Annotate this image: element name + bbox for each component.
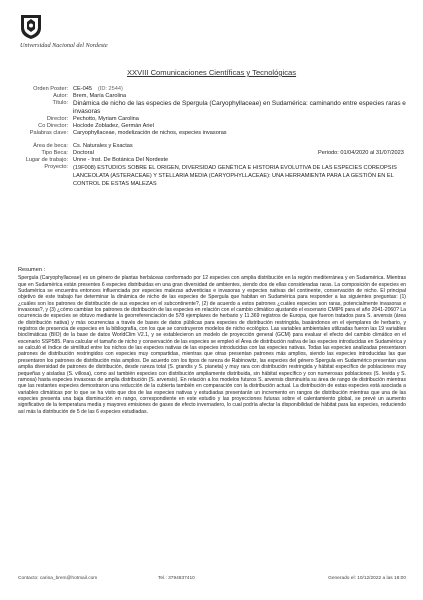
field-label: Lugar de trabajo:: [25, 157, 68, 164]
codirector-value: Hoclode Zobladez, Germán Ariel: [73, 122, 154, 129]
field-label: Título:: [52, 100, 68, 107]
generated-date: Generado el: 10/12/2022 a las 18:00: [328, 576, 406, 581]
field-label: Tipo Beca:: [41, 150, 68, 157]
field-label: Autor:: [53, 93, 68, 100]
contact-email: Contacto: carina_brem@hotmail.com: [18, 576, 98, 581]
field-workplace: [18, 157, 408, 164]
director-value: Pechotto, Myriam Carolina: [73, 115, 139, 122]
record-fields: [18, 86, 408, 188]
field-author: [18, 93, 408, 100]
institution-logo: [20, 14, 140, 49]
summary-text: Spergula (Caryophyllaceae) es un género de plantas herbáceas conformado por 12 especies con amplia distribución en la región mediterránea y en Sudamérica. Mientras que en Sudamérica están presentes 6 especies distribuidas en una gran diversidad de ambientes, siendo dos de ellas consideradas raras. La composición de especies en Sudamérica se encuentra entonces influenciada por especies malezas adventicias e invasoras y especies nativas del continente, conservación de nicho. El principal objetivo de este trabajo fue determinar la dinámica de nicho de las especies de Spergula que habitan en Sudamérica para responder a las siguientes preguntas: (1) ¿cuáles son los patrones de distribución de sus especies en el subcontinente?, (2) de acuerdo a estos patrones ¿cuáles especies son raras, potencialmente invasoras e invasoras?, y (3) ¿cómo cambian los patrones de distribución de las especies en relación con el cambio climático ajustando el escenario CMIP6 para el año 2041-2060? La ocurrencia de especies se obtuvo mediante la georreferenciación de 578 ejemplares de herbario y 11.369 registros de Europa, que fueron tratados para S. arvensis (área de distribución nativa) y más ocurrencias a través de bases de datos públicas para especies de distribución restringida, basándonos en el ejemplares de herbario, y registros de presencia de especies en la bibliografía, con los que se construyeron modelos de nicho ecológico. Las variables ambientales utilizadas fueron las 19 variables bioclimáticas (BIO) de la base de datos WorldClim V2.1, y se establecieron un modelo de proyección general (GCM) para evaluar el efecto del cambio climático en el escenario SSP585. Para calcular el tamaño de nicho y conservación de las especies se empleó el Área de distribución nativa de las especies introducidas en Sudamérica y se calculó el índice de similitud entre los nichos de las especies nativas de las especies introducidas con las especies nativas. Todas las especies analizadas presentaron patrones de distribución restringidos con especies muy compartidas, mientras que otras presentan patrones más amplios, siendo las especies introducidas las que presentaron los patrones de distribución más amplios. De acuerdo con los tipos de rareza de Rabinowitz, las especies del género Spergula en Sudamérico presentan una amplia diversidad de patrones de distribución, desde rareza total (S. grandis y S. pianeta) y muy rara con distribución restringida y hábitat específico de poblaciones muy pequeñas y aisladas (S. villosa), como así también especies con distribución ampliamente distribuida, sin hábitat específico y con numerosas poblaciones (S. levida y S. ramosa) hasta especies invasoras de amplia distribución (S. arvensis). En relación a los modelos futuros S. arvensis disminuiría su área de rango de distribución mientras que las restantes especies demostraron una reducción de la cubierta también en comparación con la distribución actual. La distribución de estas especies está asociada a variables climáticas por lo que se ha visto que dos de las especies nativas y estudiadas presentarán un incremento en rangos de distribución mientras que una de las especies presenta una baja disminución en rango, correspondiente en este estudio y las proyecciones futuras sobre el calentamiento global, se prevé un aumento significativo de la temperatura media y mayores emisiones de gases de efecto invernadero, lo cual podría afectar la disponibilidad de hábitat para las especies, reduciendo así más la distribución de 5 de las 6 especies estudiadas.: [18, 275, 406, 415]
author-value: Brem, María Carolina: [73, 93, 127, 100]
period-value: Periodo: 01/04/2020 al 31/07/2023: [318, 150, 404, 157]
unne-shield-icon: [20, 14, 42, 40]
summary-label: Resumen :: [18, 267, 46, 273]
title-value: Dinámica de nicho de las especies de Spergula (Caryophyllaceae) en Sudamérica: caminando entre especies raras e invasoras: [73, 100, 406, 115]
beca-type-value: Doctoral: [73, 150, 94, 157]
code-value: CE-045: [73, 86, 92, 92]
field-code: [18, 86, 408, 93]
area-value: Cs. Naturales y Exactas: [73, 143, 133, 150]
workplace-value: Unne - Inst. De Botánica Del Nordeste: [73, 157, 169, 164]
field-label: Palabras clave:: [29, 129, 68, 136]
field-label: Proyecto:: [44, 164, 68, 171]
contact-phone: Tel.: 3794837410: [158, 576, 195, 581]
keywords-value: Caryophyllaceae, modelización de nichos, especies invasoras: [73, 129, 227, 136]
event-title: XXVIII Comunicaciones Científicas y Tecnológicas: [126, 68, 297, 77]
field-area: [18, 143, 408, 150]
field-project: [18, 164, 408, 188]
project-value: (19F008) ESTUDIOS SOBRE EL ORIGEN, DIVERSIDAD GENÉTICA E HISTORIA EVOLUTIVA DE LAS ESPECIES COREOPSIS LANCEOLATA (ASTERACEAE) Y STELLARIA MEDIA (CARYOPHYLLACEAE): UNA HERRAMIENTA PARA LA GESTIÓN EN EL CONTROL DE ESTAS MALEZAS: [73, 165, 397, 188]
field-label: Área de beca:: [33, 143, 68, 150]
code-id: (ID: 2544): [97, 86, 123, 92]
field-label: Director:: [46, 115, 68, 122]
field-label: Orden Poster:: [33, 86, 68, 92]
field-director: [18, 116, 408, 123]
page-footer: [18, 576, 406, 581]
institution-name: Universidad Nacional del Nordeste: [20, 42, 108, 49]
field-label: Co Director:: [38, 122, 68, 129]
field-codirector: [18, 123, 408, 130]
field-beca-type: [18, 150, 408, 157]
summary-section: [18, 267, 406, 415]
field-title: [18, 100, 408, 116]
field-keywords: [18, 130, 408, 137]
